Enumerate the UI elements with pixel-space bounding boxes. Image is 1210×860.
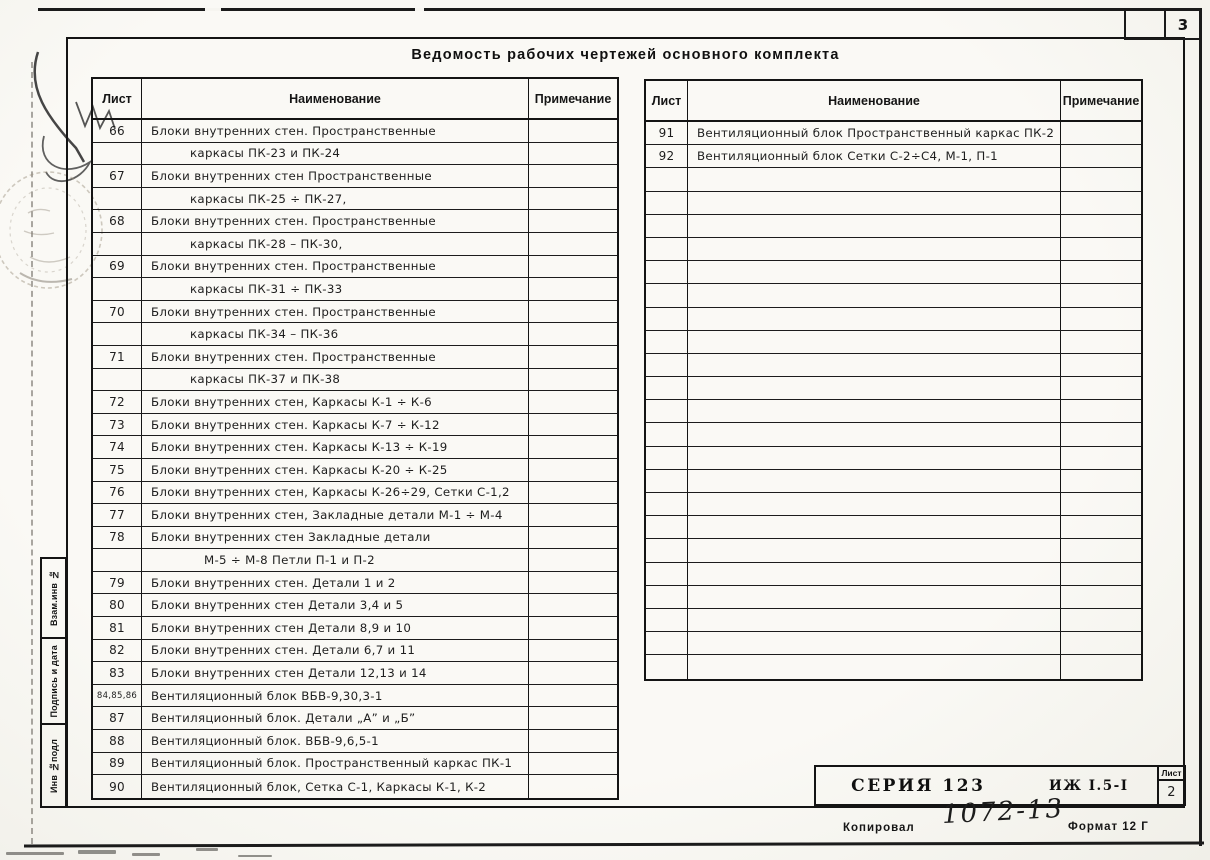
note-cell — [529, 617, 617, 639]
column-header-note: Примечание — [1062, 93, 1140, 108]
name-cell: Вентиляционный блок. Пространственный каркас ПК-1 — [142, 753, 529, 775]
name-cell: каркасы ПК-31 ÷ ПК-33 — [142, 278, 529, 300]
corner-box-empty — [1124, 9, 1166, 40]
table-row — [93, 662, 617, 685]
table-row — [93, 549, 617, 572]
table-row — [646, 493, 1141, 516]
sheet-cell — [93, 233, 142, 255]
table-row — [646, 563, 1141, 586]
sheet-cell: 89 — [93, 753, 142, 775]
sheet-cell: 81 — [93, 617, 142, 639]
sheet-cell: 66 — [93, 120, 142, 142]
sheet-cell: 70 — [93, 301, 142, 323]
note-cell — [529, 482, 617, 504]
name-cell: Вентиляционный блок. ВБВ-9,6,5-1 — [142, 730, 529, 752]
name-cell: Блоки внутренних стен Детали 12,13 и 14 — [142, 662, 529, 684]
note-cell — [1061, 354, 1141, 376]
stamp-cell-vzam — [42, 559, 65, 639]
column-header-name: Наименование — [688, 81, 1061, 120]
name-cell — [688, 400, 1061, 422]
sheet-cell: 69 — [93, 256, 142, 278]
table-row — [93, 120, 617, 143]
name-cell: Вентиляционный блок Пространственный каркас ПК-2 — [688, 122, 1061, 144]
note-cell — [529, 685, 617, 707]
sheet-cell — [646, 192, 688, 214]
sheet-cell: 88 — [93, 730, 142, 752]
name-cell: Блоки внутренних стен. Пространственные — [142, 120, 529, 142]
name-cell: Блоки внутренних стен, Каркасы К-26÷29, Сетки С-1,2 — [142, 482, 529, 504]
copied-label: Копировал — [843, 822, 915, 834]
name-cell — [688, 470, 1061, 492]
table-row — [646, 168, 1141, 191]
table-row — [93, 753, 617, 776]
note-cell — [1061, 423, 1141, 445]
sheet-cell — [646, 354, 688, 376]
series-label: СЕРИЯ 123 — [851, 775, 986, 796]
sheet-cell — [646, 238, 688, 260]
note-cell — [1061, 377, 1141, 399]
note-cell — [529, 143, 617, 165]
sheet-register-table-left — [91, 77, 619, 800]
name-cell — [688, 609, 1061, 631]
table-row — [93, 323, 617, 346]
table-row — [93, 594, 617, 617]
table-row — [93, 369, 617, 392]
name-cell: Блоки внутренних стен. Каркасы К-20 ÷ К-25 — [142, 459, 529, 481]
name-cell: Блоки внутренних стен, Закладные детали М-1 ÷ М-4 — [142, 504, 529, 526]
note-cell — [1061, 447, 1141, 469]
table-row — [646, 122, 1141, 145]
note-cell — [1061, 238, 1141, 260]
sheet-cell — [93, 323, 142, 345]
sheet-cell: 87 — [93, 707, 142, 729]
name-cell: Блоки внутренних стен. Пространственные — [142, 210, 529, 232]
sheet-cell: 84,85,86 — [93, 685, 142, 707]
table-row — [646, 354, 1141, 377]
sheet-cell — [93, 549, 142, 571]
sheet-cell — [646, 609, 688, 631]
table-row — [93, 504, 617, 527]
name-cell — [688, 354, 1061, 376]
sheet-cell: 90 — [93, 775, 142, 798]
table-row — [93, 256, 617, 279]
table-row — [646, 539, 1141, 562]
note-cell — [1061, 192, 1141, 214]
note-cell — [529, 436, 617, 458]
table-row — [646, 632, 1141, 655]
sheet-cell — [646, 516, 688, 538]
scan-edge-left — [31, 62, 33, 844]
name-cell — [688, 563, 1061, 585]
table-row — [646, 215, 1141, 238]
note-cell — [529, 730, 617, 752]
note-cell — [529, 459, 617, 481]
table-header — [93, 79, 617, 120]
table-row — [646, 238, 1141, 261]
sheet-cell — [646, 377, 688, 399]
sheet-cell: 80 — [93, 594, 142, 616]
sheet-cell: 73 — [93, 414, 142, 436]
stamp-column — [40, 557, 67, 808]
note-cell — [529, 594, 617, 616]
name-cell: каркасы ПК-23 и ПК-24 — [142, 143, 529, 165]
note-cell — [1061, 122, 1141, 144]
sheet-label: Лист — [1159, 767, 1184, 781]
name-cell — [688, 632, 1061, 654]
name-cell: Вентиляционный блок Сетки С-2÷С4, М-1, П-1 — [688, 145, 1061, 167]
note-cell — [529, 572, 617, 594]
table-row — [646, 377, 1141, 400]
note-cell — [1061, 609, 1141, 631]
note-cell — [1061, 308, 1141, 330]
note-cell — [1061, 563, 1141, 585]
sheet-cell — [646, 284, 688, 306]
note-cell — [529, 165, 617, 187]
corner-page-number: 3 — [1164, 9, 1202, 40]
sheet-cell: 92 — [646, 145, 688, 167]
note-cell — [1061, 215, 1141, 237]
table-row — [93, 301, 617, 324]
document-number-handwritten: 1072-13 — [941, 793, 1065, 831]
stamp-label: Подпись и дата — [48, 644, 59, 718]
table-row — [93, 482, 617, 505]
table-row — [646, 331, 1141, 354]
name-cell — [688, 447, 1061, 469]
table-row — [646, 447, 1141, 470]
note-cell — [1061, 516, 1141, 538]
sheet-cell: 91 — [646, 122, 688, 144]
scan-smudge — [196, 848, 218, 851]
note-cell — [1061, 284, 1141, 306]
table-row — [646, 261, 1141, 284]
name-cell: каркасы ПК-37 и ПК-38 — [142, 369, 529, 391]
note-cell — [1061, 655, 1141, 678]
name-cell: Вентиляционный блок ВБВ-9,30,3-1 — [142, 685, 529, 707]
sheet-cell — [646, 447, 688, 469]
sheet-cell — [646, 215, 688, 237]
name-cell: Блоки внутренних стен. Пространственные — [142, 256, 529, 278]
table-row — [93, 346, 617, 369]
name-cell — [688, 215, 1061, 237]
sheet-number-box — [1157, 765, 1186, 806]
table-row — [646, 609, 1141, 632]
document-code: ИЖ I.5-I — [1049, 777, 1129, 794]
note-cell — [1061, 539, 1141, 561]
sheet-cell — [646, 493, 688, 515]
note-cell — [529, 120, 617, 142]
sheet-cell — [646, 423, 688, 445]
name-cell: Вентиляционный блок, Сетка С-1, Каркасы К-1, К-2 — [142, 775, 529, 798]
name-cell: Блоки внутренних стен Закладные детали — [142, 527, 529, 549]
note-cell — [529, 278, 617, 300]
sheet-cell: 68 — [93, 210, 142, 232]
scan-edge-gap — [415, 8, 424, 11]
note-cell — [529, 414, 617, 436]
column-header-name: Наименование — [142, 79, 529, 118]
note-cell — [1061, 261, 1141, 283]
sheet-cell: 76 — [93, 482, 142, 504]
column-header-sheet: Лист — [646, 81, 688, 120]
note-cell — [529, 188, 617, 210]
name-cell — [688, 539, 1061, 561]
scan-smudge — [238, 855, 272, 857]
table-row — [646, 470, 1141, 493]
sheet-cell — [646, 563, 688, 585]
table-row — [93, 391, 617, 414]
name-cell: Блоки внутренних стен Детали 8,9 и 10 — [142, 617, 529, 639]
name-cell — [688, 261, 1061, 283]
sheet-cell — [93, 369, 142, 391]
sheet-cell — [646, 261, 688, 283]
name-cell — [688, 586, 1061, 608]
table-row — [93, 278, 617, 301]
note-cell — [1061, 145, 1141, 167]
note-cell — [529, 775, 617, 798]
note-cell — [529, 527, 617, 549]
name-cell — [688, 284, 1061, 306]
note-cell — [529, 504, 617, 526]
note-cell — [529, 662, 617, 684]
sheet-cell: 77 — [93, 504, 142, 526]
sheet-cell — [646, 539, 688, 561]
sheet-cell — [93, 188, 142, 210]
table-row — [93, 617, 617, 640]
scan-smudge — [132, 853, 160, 856]
note-cell — [529, 301, 617, 323]
note-cell — [529, 210, 617, 232]
table-row — [93, 730, 617, 753]
sheet-cell: 72 — [93, 391, 142, 413]
name-cell — [688, 331, 1061, 353]
name-cell: Блоки внутренних стен Пространственные — [142, 165, 529, 187]
scan-edge-right — [1199, 8, 1202, 846]
table-row — [646, 284, 1141, 307]
note-cell — [1061, 168, 1141, 190]
table-row — [646, 308, 1141, 331]
sheet-cell — [93, 143, 142, 165]
note-cell — [529, 640, 617, 662]
table-row — [646, 400, 1141, 423]
table-header — [646, 81, 1141, 122]
table-row — [93, 436, 617, 459]
table-row — [646, 192, 1141, 215]
table-row — [93, 527, 617, 550]
sheet-cell: 79 — [93, 572, 142, 594]
stamp-label: Взам.инв № — [48, 569, 59, 627]
sheet-cell: 71 — [93, 346, 142, 368]
note-cell — [529, 753, 617, 775]
table-row — [93, 233, 617, 256]
name-cell: Блоки внутренних стен. Пространственные — [142, 301, 529, 323]
name-cell — [688, 493, 1061, 515]
table-row — [646, 516, 1141, 539]
name-cell — [688, 377, 1061, 399]
name-cell: Вентиляционный блок. Детали „А” и „Б” — [142, 707, 529, 729]
page-title: Ведомость рабочих чертежей основного комплекта — [411, 47, 840, 63]
column-header-sheet: Лист — [93, 79, 142, 118]
sheet-cell — [646, 168, 688, 190]
sheet-cell — [646, 655, 688, 678]
stamp-label: Инв №подл — [48, 738, 59, 793]
name-cell — [688, 168, 1061, 190]
note-cell — [529, 346, 617, 368]
table-row — [646, 655, 1141, 678]
column-header-note: Примечание — [534, 91, 612, 106]
name-cell: Блоки внутренних стен. Детали 1 и 2 — [142, 572, 529, 594]
sheet-cell — [646, 331, 688, 353]
sheet-cell — [646, 586, 688, 608]
name-cell: каркасы ПК-34 – ПК-36 — [142, 323, 529, 345]
sheet-cell — [93, 278, 142, 300]
sheet-cell: 82 — [93, 640, 142, 662]
scan-edge-gap — [205, 8, 221, 11]
scan-smudge — [78, 850, 116, 854]
table-row — [646, 145, 1141, 168]
name-cell: каркасы ПК-25 ÷ ПК-27, — [142, 188, 529, 210]
name-cell: Блоки внутренних стен. Каркасы К-13 ÷ К-19 — [142, 436, 529, 458]
table-row — [93, 572, 617, 595]
note-cell — [529, 256, 617, 278]
note-cell — [1061, 493, 1141, 515]
table-row — [646, 423, 1141, 446]
name-cell: Блоки внутренних стен. Детали 6,7 и 11 — [142, 640, 529, 662]
name-cell: каркасы ПК-28 – ПК-30, — [142, 233, 529, 255]
stamp-cell-inv — [42, 725, 65, 806]
table-row — [646, 586, 1141, 609]
note-cell — [1061, 586, 1141, 608]
name-cell: Блоки внутренних стен. Пространственные — [142, 346, 529, 368]
name-cell: М-5 ÷ М-8 Петли П-1 и П-2 — [142, 549, 529, 571]
sheet-cell: 75 — [93, 459, 142, 481]
name-cell — [688, 516, 1061, 538]
note-cell — [1061, 331, 1141, 353]
table-row — [93, 210, 617, 233]
sheet-cell — [646, 470, 688, 492]
name-cell — [688, 238, 1061, 260]
table-row — [93, 165, 617, 188]
note-cell — [1061, 632, 1141, 654]
sheet-cell: 78 — [93, 527, 142, 549]
name-cell — [688, 192, 1061, 214]
sheet-cell: 74 — [93, 436, 142, 458]
note-cell — [529, 323, 617, 345]
table-row — [93, 188, 617, 211]
name-cell: Блоки внутренних стен, Каркасы К-1 ÷ К-6 — [142, 391, 529, 413]
note-cell — [529, 549, 617, 571]
sheet-cell — [646, 400, 688, 422]
sheet-cell: 83 — [93, 662, 142, 684]
name-cell — [688, 308, 1061, 330]
name-cell — [688, 423, 1061, 445]
table-row — [93, 414, 617, 437]
sheet-cell — [646, 632, 688, 654]
sheet-cell — [646, 308, 688, 330]
note-cell — [1061, 470, 1141, 492]
table-row — [93, 143, 617, 166]
note-cell — [1061, 400, 1141, 422]
note-cell — [529, 369, 617, 391]
table-row — [93, 459, 617, 482]
note-cell — [529, 391, 617, 413]
name-cell — [688, 655, 1061, 678]
note-cell — [529, 707, 617, 729]
name-cell: Блоки внутренних стен Детали 3,4 и 5 — [142, 594, 529, 616]
stamp-cell-podpis — [42, 639, 65, 725]
sheet-number: 2 — [1167, 784, 1176, 800]
name-cell: Блоки внутренних стен. Каркасы К-7 ÷ К-12 — [142, 414, 529, 436]
sheet-register-table-right — [644, 79, 1143, 681]
table-row — [93, 685, 617, 708]
format-label: Формат 12 Г — [1068, 821, 1149, 833]
scan-smudge — [6, 852, 64, 855]
note-cell — [529, 233, 617, 255]
scan-edge-bottom — [24, 841, 1204, 847]
sheet-cell: 67 — [93, 165, 142, 187]
table-row — [93, 775, 617, 798]
table-row — [93, 707, 617, 730]
table-row — [93, 640, 617, 663]
